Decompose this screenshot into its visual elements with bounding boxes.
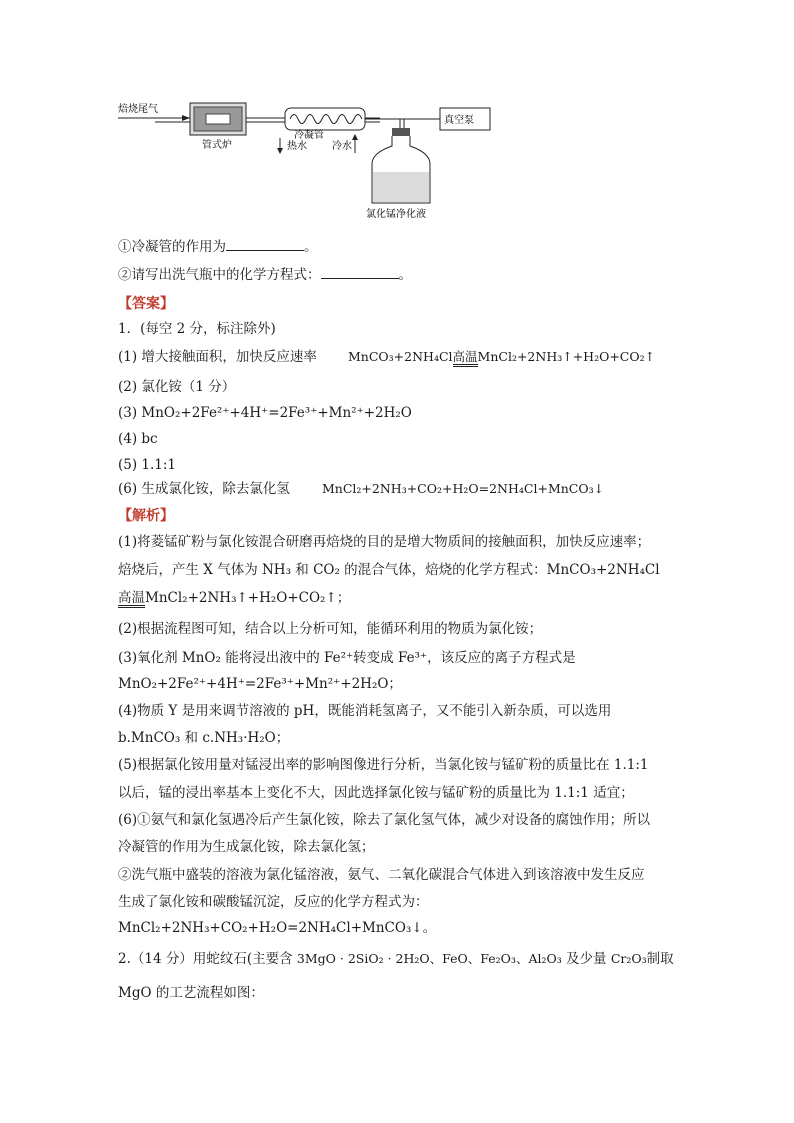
analysis-p1c: 高温 MnCl₂+2NH₃↑+H₂O+CO₂↑；	[118, 590, 351, 606]
bottle-label: 氯化锰净化液	[366, 209, 426, 220]
pump-label: 真空泵	[444, 115, 474, 126]
problem-2-line2: MgO 的工艺流程如图：	[118, 985, 264, 1001]
analysis-p4b: b.MnCO₃ 和 c.NH₃·H₂O；	[118, 730, 290, 746]
gas-in-label: 焙烧尾气	[118, 104, 158, 115]
analysis-p7c: MnCl₂+2NH₃+CO₂+H₂O=2NH₄Cl+MnCO₃↓。	[118, 920, 437, 936]
analysis-p1b: 焙烧后，产生 X 气体为 NH₃ 和 CO₂ 的混合气体，焙烧的化学方程式：MnCO₃+2NH₄Cl	[118, 562, 660, 578]
answer-4: (4) bc	[118, 431, 158, 447]
answer-6: (6) 生成氯化铵，除去氯化氢	[118, 481, 290, 497]
answer-blank-1[interactable]	[226, 238, 304, 251]
cold-water-label: 冷水	[332, 141, 352, 152]
answer-3: (3) MnO₂+2Fe²⁺+4H⁺=2Fe³⁺+Mn²⁺+2H₂O	[118, 405, 412, 421]
analysis-p7b: 生成了氯化铵和碳酸锰沉淀，反应的化学方程式为：	[118, 894, 429, 910]
analysis-p7: ②洗气瓶中盛装的溶液为氯化锰溶液，氨气、二氧化碳混合气体进入到该溶液中发生反应	[118, 867, 645, 883]
apparatus-diagram	[110, 98, 500, 220]
analysis-p6b: 冷凝管的作用为生成氯化铵，除去氯化氢；	[118, 839, 375, 855]
answer-2: (2) 氯化铵（1 分）	[118, 379, 236, 395]
answer-5: (5) 1.1:1	[118, 457, 177, 473]
high-temp-condition: 高温	[453, 348, 478, 367]
analysis-p4: (4)物质 Y 是用来调节溶液的 pH，既能消耗氢离子，又不能引入新杂质，可以选用	[118, 703, 612, 719]
problem-2-line1: 2.（14 分）用蛇纹石(主要含 3MgO · 2SiO₂ · 2H₂O、FeO、Fe₂O₃、Al₂O₃ 及少量 Cr₂O₃制取	[118, 951, 674, 967]
answer-1: (1) 增大接触面积，加快反应速率	[118, 349, 317, 365]
answer-header: 【答案】	[118, 296, 174, 312]
analysis-header: 【解析】	[118, 508, 174, 524]
condenser-label: 冷凝管	[294, 130, 324, 141]
answer-6-equation: MnCl₂+2NH₃+CO₂+H₂O=2NH₄Cl+MnCO₃↓	[322, 481, 605, 496]
answer-blank-2[interactable]	[321, 266, 399, 279]
question-1: ①冷凝管的作用为 。	[118, 239, 318, 255]
analysis-p1: (1)将菱锰矿粉与氯化铵混合研磨再焙烧的目的是增大物质间的接触面积，加快反应速率；	[118, 534, 651, 550]
analysis-p3b: MnO₂+2Fe²⁺+4H⁺=2Fe³⁺+Mn²⁺+2H₂O；	[118, 676, 402, 692]
hot-water-label: 热水	[287, 141, 307, 152]
answer-intro: 1．(每空 2 分，标注除外)	[118, 321, 276, 337]
analysis-p5: (5)根据氯化铵用量对锰浸出率的影响图像进行分析，当氯化铵与锰矿粉的质量比在 1.1:1	[118, 757, 649, 773]
furnace-label: 管式炉	[202, 140, 232, 151]
analysis-p5b: 以后，锰的浸出率基本上变化不大，因此选择氯化铵与锰矿粉的质量比为 1.1:1 适宜；	[118, 785, 634, 801]
answer-1-equation: MnCO₃+2NH₄Cl高温 MnCl₂+2NH₃↑+H₂O+CO₂↑	[348, 348, 655, 367]
high-temp-condition-2: 高温	[118, 590, 145, 606]
question-2: ②请写出洗气瓶中的化学方程式： 。	[118, 267, 412, 283]
analysis-p2: (2)根据流程图可知，结合以上分析可知，能循环利用的物质为氯化铵；	[118, 621, 543, 637]
analysis-p6: (6)①氨气和氯化氢遇冷后产生氯化铵，除去了氯化氢气体，减少对设备的腐蚀作用；所以	[118, 812, 651, 828]
analysis-p3: (3)氧化剂 MnO₂ 能将浸出液中的 Fe²⁺转变成 Fe³⁺，该反应的离子方程式是	[118, 650, 576, 666]
